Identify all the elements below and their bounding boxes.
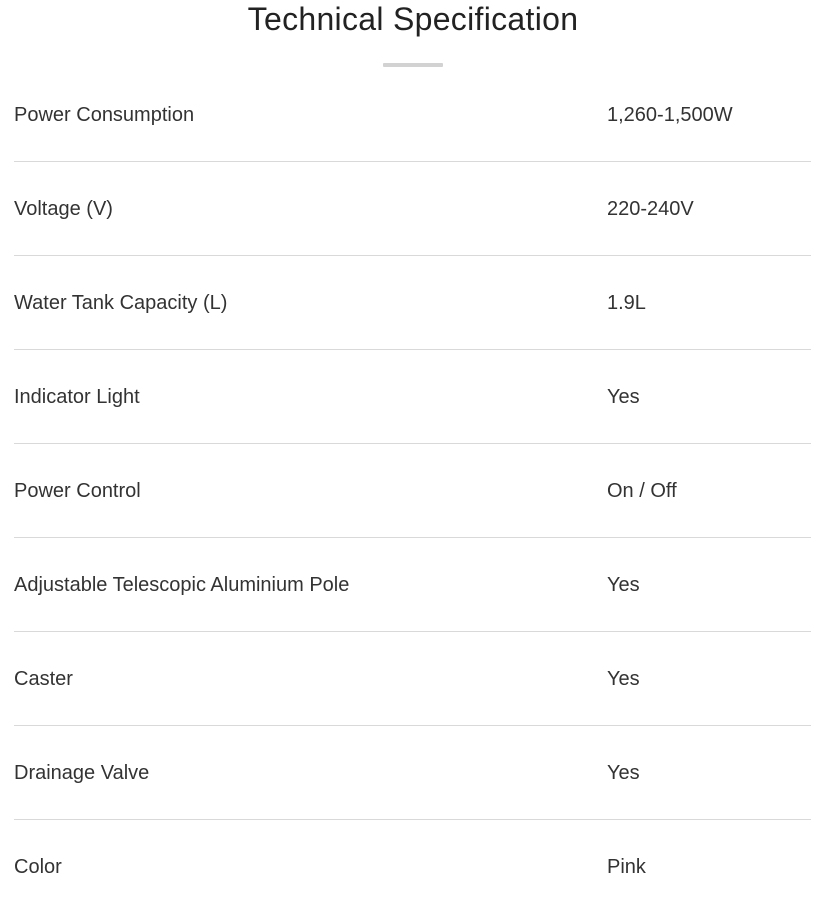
spec-row-power-consumption [14, 68, 811, 162]
spec-row-voltage [14, 162, 811, 256]
spec-label: Voltage (V) [14, 198, 113, 220]
title-underline [383, 63, 443, 67]
spec-value: On / Off [607, 480, 677, 502]
spec-label: Power Consumption [14, 104, 195, 126]
spec-row-indicator-light [14, 350, 811, 444]
spec-label: Indicator Light [14, 386, 140, 408]
spec-label: Adjustable Telescopic Aluminium Pole [14, 574, 350, 596]
spec-row-telescopic-pole [14, 538, 811, 632]
spec-label: Water Tank Capacity (L) [14, 292, 228, 314]
spec-value: Yes [607, 762, 640, 784]
spec-table [14, 68, 811, 914]
spec-label: Drainage Valve [14, 762, 150, 784]
spec-row-color [14, 820, 811, 914]
spec-value: 220-240V [607, 198, 694, 220]
spec-value: Yes [607, 574, 640, 596]
spec-row-water-tank-capacity [14, 256, 811, 350]
spec-value: Yes [607, 386, 640, 408]
spec-label: Power Control [14, 480, 141, 502]
spec-row-power-control [14, 444, 811, 538]
spec-value: 1,260-1,500W [607, 104, 733, 126]
spec-label: Caster [14, 668, 73, 690]
spec-row-drainage-valve [14, 726, 811, 820]
spec-label: Color [14, 856, 62, 878]
spec-row-caster [14, 632, 811, 726]
spec-value: 1.9L [607, 292, 646, 314]
spec-value: Pink [607, 856, 646, 878]
spec-value: Yes [607, 668, 640, 690]
page-title: Technical Specification [247, 1, 579, 37]
